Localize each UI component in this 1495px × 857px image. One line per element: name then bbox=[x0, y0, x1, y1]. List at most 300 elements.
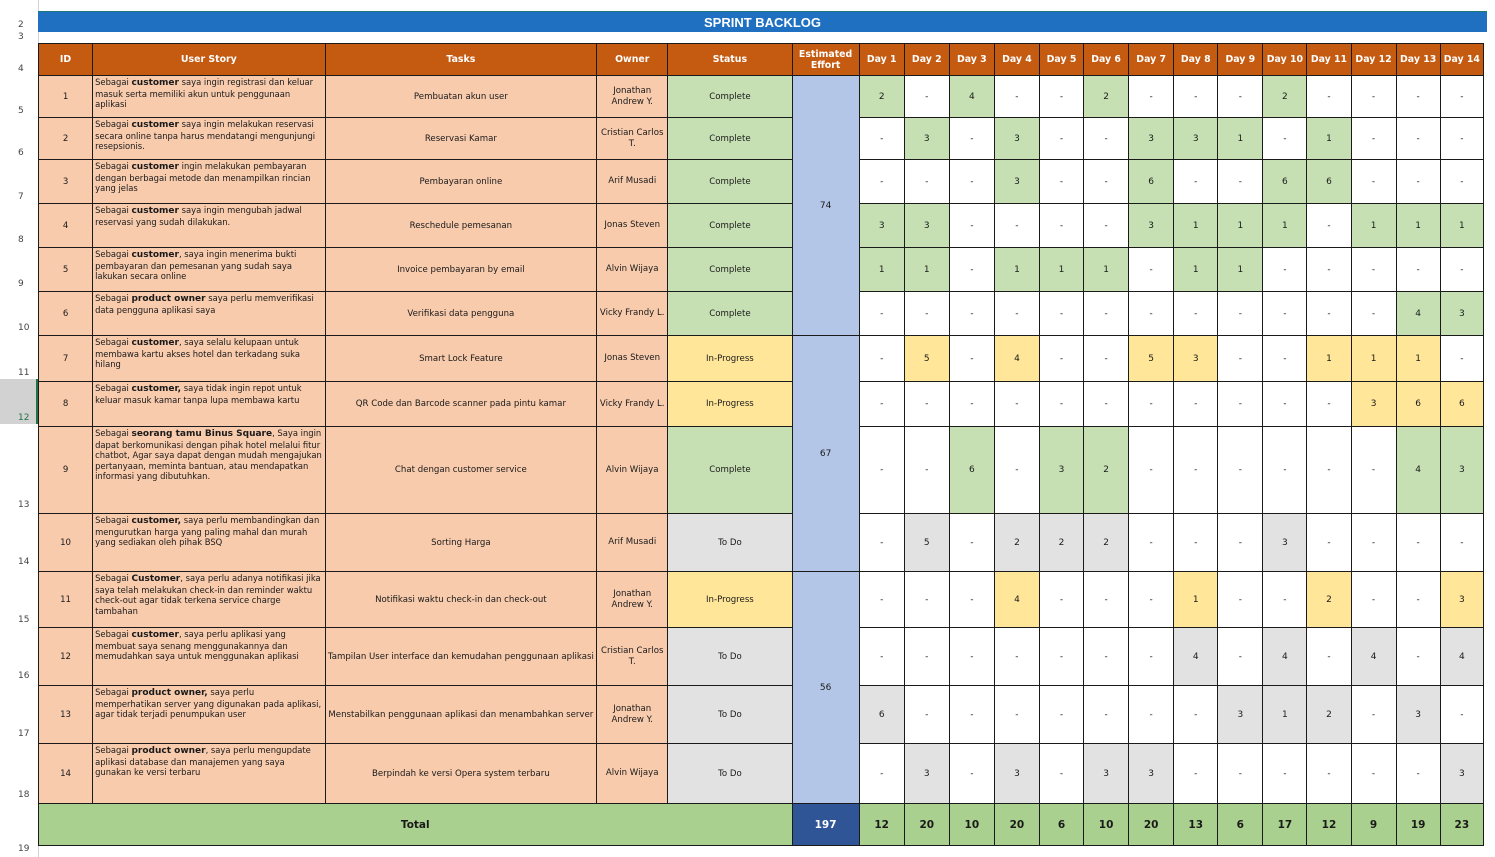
row-number[interactable]: 9 bbox=[18, 279, 24, 289]
day-cell[interactable]: - bbox=[859, 382, 904, 427]
row-number[interactable]: 11 bbox=[18, 368, 30, 378]
day-cell[interactable]: - bbox=[1174, 76, 1218, 118]
day-cell[interactable]: - bbox=[904, 628, 949, 686]
row-id[interactable]: 4 bbox=[39, 204, 93, 248]
day-cell[interactable]: - bbox=[859, 292, 904, 336]
day-cell[interactable]: 1 bbox=[1174, 572, 1218, 628]
day-cell[interactable]: - bbox=[1039, 686, 1083, 744]
day-cell[interactable]: 1 bbox=[1440, 204, 1483, 248]
day-cell[interactable]: - bbox=[1039, 744, 1083, 804]
estimated-effort-cell[interactable]: 67 bbox=[792, 336, 859, 572]
row-id[interactable]: 11 bbox=[39, 572, 93, 628]
day-cell[interactable]: - bbox=[1396, 628, 1440, 686]
day-cell[interactable]: - bbox=[994, 292, 1039, 336]
owner-cell[interactable]: Vicky Frandy L. bbox=[597, 382, 668, 427]
day-cell[interactable]: 4 bbox=[994, 572, 1039, 628]
day-cell[interactable]: 1 bbox=[1174, 204, 1218, 248]
day-cell[interactable]: - bbox=[1307, 427, 1351, 514]
day-cell[interactable]: 3 bbox=[1084, 744, 1129, 804]
row-number[interactable]: 14 bbox=[18, 557, 30, 567]
day-cell[interactable]: - bbox=[949, 382, 994, 427]
task-cell[interactable]: Invoice pembayaran by email bbox=[325, 248, 597, 292]
day-cell[interactable]: - bbox=[1396, 76, 1440, 118]
day-cell[interactable]: - bbox=[1039, 628, 1083, 686]
day-cell[interactable]: 5 bbox=[904, 514, 949, 572]
row-id[interactable]: 1 bbox=[39, 76, 93, 118]
user-story-cell[interactable] bbox=[93, 382, 325, 427]
day-cell[interactable]: - bbox=[1396, 572, 1440, 628]
day-cell[interactable]: - bbox=[994, 427, 1039, 514]
header-owner[interactable]: Owner bbox=[597, 44, 668, 76]
day-cell[interactable]: 1 bbox=[904, 248, 949, 292]
day-cell[interactable]: - bbox=[1129, 248, 1174, 292]
row-number[interactable]: 17 bbox=[18, 729, 30, 739]
day-cell[interactable]: - bbox=[1307, 514, 1351, 572]
day-cell[interactable]: - bbox=[1129, 382, 1174, 427]
day-cell[interactable]: - bbox=[1129, 628, 1174, 686]
day-cell[interactable]: - bbox=[1440, 514, 1483, 572]
row-number[interactable]: 5 bbox=[18, 106, 24, 116]
day-cell[interactable]: - bbox=[859, 744, 904, 804]
row-number[interactable]: 4 bbox=[18, 64, 24, 74]
day-cell[interactable]: 4 bbox=[1396, 292, 1440, 336]
total-day[interactable]: 13 bbox=[1174, 804, 1218, 846]
day-cell[interactable]: - bbox=[1263, 427, 1307, 514]
day-cell[interactable]: - bbox=[859, 336, 904, 382]
day-cell[interactable]: 3 bbox=[859, 204, 904, 248]
status-cell[interactable]: To Do bbox=[668, 686, 792, 744]
day-cell[interactable]: 1 bbox=[1351, 336, 1396, 382]
day-cell[interactable]: - bbox=[1218, 336, 1263, 382]
day-cell[interactable]: 6 bbox=[1307, 160, 1351, 204]
day-cell[interactable]: - bbox=[1263, 118, 1307, 160]
day-cell[interactable]: 3 bbox=[994, 118, 1039, 160]
day-cell[interactable]: - bbox=[1351, 118, 1396, 160]
header-day[interactable]: Day 4 bbox=[994, 44, 1039, 76]
status-cell[interactable]: In-Progress bbox=[668, 572, 792, 628]
day-cell[interactable]: - bbox=[1307, 382, 1351, 427]
day-cell[interactable]: 3 bbox=[1129, 204, 1174, 248]
day-cell[interactable]: - bbox=[1440, 160, 1483, 204]
day-cell[interactable]: 3 bbox=[1440, 572, 1483, 628]
task-cell[interactable]: Reschedule pemesanan bbox=[325, 204, 597, 248]
row-id[interactable]: 9 bbox=[39, 427, 93, 514]
total-day[interactable]: 19 bbox=[1396, 804, 1440, 846]
day-cell[interactable]: 3 bbox=[1218, 686, 1263, 744]
header-id[interactable]: ID bbox=[39, 44, 93, 76]
day-cell[interactable]: 1 bbox=[1307, 118, 1351, 160]
header-day[interactable]: Day 1 bbox=[859, 44, 904, 76]
status-cell[interactable]: To Do bbox=[668, 514, 792, 572]
row-number[interactable]: 8 bbox=[18, 235, 24, 245]
day-cell[interactable]: - bbox=[1129, 686, 1174, 744]
day-cell[interactable]: - bbox=[1351, 744, 1396, 804]
day-cell[interactable]: 1 bbox=[1307, 336, 1351, 382]
day-cell[interactable]: - bbox=[1084, 572, 1129, 628]
day-cell[interactable]: - bbox=[1307, 76, 1351, 118]
day-cell[interactable]: - bbox=[1218, 160, 1263, 204]
day-cell[interactable]: 4 bbox=[1263, 628, 1307, 686]
day-cell[interactable]: 6 bbox=[1440, 382, 1483, 427]
header-day[interactable]: Day 14 bbox=[1440, 44, 1483, 76]
day-cell[interactable]: 3 bbox=[1039, 427, 1083, 514]
day-cell[interactable]: - bbox=[904, 382, 949, 427]
header-day[interactable]: Day 6 bbox=[1084, 44, 1129, 76]
row-id[interactable]: 8 bbox=[39, 382, 93, 427]
day-cell[interactable]: - bbox=[1218, 292, 1263, 336]
day-cell[interactable]: - bbox=[1084, 686, 1129, 744]
day-cell[interactable]: 4 bbox=[1440, 628, 1483, 686]
day-cell[interactable]: - bbox=[1218, 514, 1263, 572]
day-cell[interactable]: 4 bbox=[994, 336, 1039, 382]
user-story-cell[interactable] bbox=[93, 160, 325, 204]
day-cell[interactable]: - bbox=[1039, 76, 1083, 118]
day-cell[interactable]: 1 bbox=[1263, 686, 1307, 744]
day-cell[interactable]: 1 bbox=[1084, 248, 1129, 292]
day-cell[interactable]: - bbox=[1351, 76, 1396, 118]
row-id[interactable]: 2 bbox=[39, 118, 93, 160]
day-cell[interactable]: - bbox=[1218, 628, 1263, 686]
task-cell[interactable]: Tampilan User interface dan kemudahan penggunaan aplikasi bbox=[325, 628, 597, 686]
header-day[interactable]: Day 7 bbox=[1129, 44, 1174, 76]
owner-cell[interactable]: Jonathan Andrew Y. bbox=[597, 572, 668, 628]
day-cell[interactable]: - bbox=[949, 514, 994, 572]
day-cell[interactable]: - bbox=[904, 160, 949, 204]
day-cell[interactable]: - bbox=[1129, 292, 1174, 336]
day-cell[interactable]: - bbox=[1307, 204, 1351, 248]
day-cell[interactable]: - bbox=[904, 292, 949, 336]
row-number[interactable]: 2 bbox=[18, 20, 24, 30]
day-cell[interactable]: - bbox=[1174, 160, 1218, 204]
day-cell[interactable]: 3 bbox=[1396, 686, 1440, 744]
status-cell[interactable]: Complete bbox=[668, 204, 792, 248]
day-cell[interactable]: - bbox=[904, 427, 949, 514]
day-cell[interactable]: - bbox=[1218, 382, 1263, 427]
status-cell[interactable]: Complete bbox=[668, 248, 792, 292]
day-cell[interactable]: 4 bbox=[1396, 427, 1440, 514]
day-cell[interactable]: - bbox=[1218, 427, 1263, 514]
row-number[interactable]: 15 bbox=[18, 615, 30, 625]
header-day[interactable]: Day 10 bbox=[1263, 44, 1307, 76]
day-cell[interactable]: - bbox=[994, 382, 1039, 427]
day-cell[interactable]: 1 bbox=[1174, 248, 1218, 292]
day-cell[interactable]: - bbox=[1039, 336, 1083, 382]
row-id[interactable]: 5 bbox=[39, 248, 93, 292]
day-cell[interactable]: - bbox=[859, 118, 904, 160]
day-cell[interactable]: - bbox=[1263, 744, 1307, 804]
day-cell[interactable]: - bbox=[1039, 204, 1083, 248]
total-day[interactable]: 12 bbox=[859, 804, 904, 846]
day-cell[interactable]: 5 bbox=[1129, 336, 1174, 382]
day-cell[interactable]: - bbox=[1351, 572, 1396, 628]
day-cell[interactable]: - bbox=[994, 628, 1039, 686]
row-number[interactable]: 6 bbox=[18, 148, 24, 158]
day-cell[interactable]: - bbox=[1129, 427, 1174, 514]
day-cell[interactable]: - bbox=[949, 118, 994, 160]
day-cell[interactable]: - bbox=[1039, 118, 1083, 160]
day-cell[interactable]: 1 bbox=[1263, 204, 1307, 248]
total-day[interactable]: 6 bbox=[1218, 804, 1263, 846]
day-cell[interactable]: - bbox=[1084, 118, 1129, 160]
day-cell[interactable]: - bbox=[904, 76, 949, 118]
task-cell[interactable]: Notifikasi waktu check-in dan check-out bbox=[325, 572, 597, 628]
header-day[interactable]: Day 5 bbox=[1039, 44, 1083, 76]
task-cell[interactable]: Pembuatan akun user bbox=[325, 76, 597, 118]
day-cell[interactable]: - bbox=[1440, 336, 1483, 382]
owner-cell[interactable]: Alvin Wijaya bbox=[597, 248, 668, 292]
owner-cell[interactable]: Vicky Frandy L. bbox=[597, 292, 668, 336]
day-cell[interactable]: 2 bbox=[1307, 686, 1351, 744]
user-story-cell[interactable] bbox=[93, 118, 325, 160]
day-cell[interactable]: 2 bbox=[1039, 514, 1083, 572]
day-cell[interactable]: - bbox=[1039, 572, 1083, 628]
day-cell[interactable]: 1 bbox=[859, 248, 904, 292]
day-cell[interactable]: 2 bbox=[1084, 514, 1129, 572]
day-cell[interactable]: - bbox=[1084, 628, 1129, 686]
day-cell[interactable]: - bbox=[1039, 292, 1083, 336]
day-cell[interactable]: - bbox=[1263, 382, 1307, 427]
day-cell[interactable]: - bbox=[1174, 382, 1218, 427]
header-day[interactable]: Day 11 bbox=[1307, 44, 1351, 76]
user-story-cell[interactable] bbox=[93, 628, 325, 686]
owner-cell[interactable]: Cristian Carlos T. bbox=[597, 628, 668, 686]
day-cell[interactable]: 1 bbox=[1351, 204, 1396, 248]
day-cell[interactable]: - bbox=[1440, 248, 1483, 292]
day-cell[interactable]: - bbox=[949, 572, 994, 628]
row-id[interactable]: 14 bbox=[39, 744, 93, 804]
total-day[interactable]: 6 bbox=[1039, 804, 1083, 846]
day-cell[interactable]: - bbox=[1218, 744, 1263, 804]
owner-cell[interactable]: Cristian Carlos T. bbox=[597, 118, 668, 160]
day-cell[interactable]: - bbox=[1440, 686, 1483, 744]
row-number[interactable]: 13 bbox=[18, 500, 30, 510]
day-cell[interactable]: - bbox=[1351, 427, 1396, 514]
task-cell[interactable]: QR Code dan Barcode scanner pada pintu kamar bbox=[325, 382, 597, 427]
day-cell[interactable]: 3 bbox=[1440, 744, 1483, 804]
day-cell[interactable]: - bbox=[1263, 336, 1307, 382]
day-cell[interactable]: - bbox=[859, 160, 904, 204]
day-cell[interactable]: - bbox=[949, 336, 994, 382]
estimated-effort-cell[interactable]: 56 bbox=[792, 572, 859, 804]
user-story-cell[interactable] bbox=[93, 744, 325, 804]
day-cell[interactable]: - bbox=[1174, 744, 1218, 804]
day-cell[interactable]: - bbox=[1307, 292, 1351, 336]
day-cell[interactable]: 3 bbox=[904, 204, 949, 248]
day-cell[interactable]: - bbox=[1351, 514, 1396, 572]
day-cell[interactable]: - bbox=[1307, 248, 1351, 292]
day-cell[interactable]: - bbox=[1218, 572, 1263, 628]
day-cell[interactable]: 3 bbox=[1440, 427, 1483, 514]
user-story-cell[interactable] bbox=[93, 204, 325, 248]
status-cell[interactable]: Complete bbox=[668, 76, 792, 118]
owner-cell[interactable]: Jonathan Andrew Y. bbox=[597, 686, 668, 744]
day-cell[interactable]: - bbox=[859, 628, 904, 686]
header-day[interactable]: Day 2 bbox=[904, 44, 949, 76]
day-cell[interactable]: 2 bbox=[1263, 76, 1307, 118]
owner-cell[interactable]: Alvin Wijaya bbox=[597, 744, 668, 804]
user-story-cell[interactable] bbox=[93, 427, 325, 514]
status-cell[interactable]: Complete bbox=[668, 118, 792, 160]
total-day[interactable]: 20 bbox=[994, 804, 1039, 846]
day-cell[interactable]: - bbox=[949, 248, 994, 292]
status-cell[interactable]: In-Progress bbox=[668, 336, 792, 382]
day-cell[interactable]: 2 bbox=[1084, 76, 1129, 118]
day-cell[interactable]: - bbox=[1174, 292, 1218, 336]
day-cell[interactable]: - bbox=[1129, 572, 1174, 628]
day-cell[interactable]: - bbox=[904, 572, 949, 628]
day-cell[interactable]: - bbox=[1396, 118, 1440, 160]
task-cell[interactable]: Verifikasi data pengguna bbox=[325, 292, 597, 336]
status-cell[interactable]: Complete bbox=[668, 160, 792, 204]
day-cell[interactable]: - bbox=[1263, 248, 1307, 292]
day-cell[interactable]: 3 bbox=[1440, 292, 1483, 336]
total-effort[interactable]: 197 bbox=[792, 804, 859, 846]
row-id[interactable]: 7 bbox=[39, 336, 93, 382]
day-cell[interactable]: - bbox=[1084, 382, 1129, 427]
day-cell[interactable]: - bbox=[949, 292, 994, 336]
day-cell[interactable]: - bbox=[1039, 382, 1083, 427]
total-day[interactable]: 20 bbox=[904, 804, 949, 846]
day-cell[interactable]: - bbox=[1174, 427, 1218, 514]
day-cell[interactable]: - bbox=[859, 514, 904, 572]
day-cell[interactable]: - bbox=[1174, 514, 1218, 572]
day-cell[interactable]: - bbox=[949, 628, 994, 686]
day-cell[interactable]: - bbox=[1440, 118, 1483, 160]
row-number[interactable]: 7 bbox=[18, 192, 24, 202]
row-id[interactable]: 12 bbox=[39, 628, 93, 686]
user-story-cell[interactable] bbox=[93, 248, 325, 292]
row-number[interactable]: 12 bbox=[0, 379, 38, 424]
total-label[interactable]: Total bbox=[39, 804, 793, 846]
day-cell[interactable]: 3 bbox=[994, 160, 1039, 204]
day-cell[interactable]: 1 bbox=[1396, 336, 1440, 382]
day-cell[interactable]: - bbox=[859, 572, 904, 628]
day-cell[interactable]: - bbox=[1129, 76, 1174, 118]
task-cell[interactable]: Menstabilkan penggunaan aplikasi dan menambahkan server bbox=[325, 686, 597, 744]
day-cell[interactable]: 3 bbox=[994, 744, 1039, 804]
day-cell[interactable]: 1 bbox=[1218, 204, 1263, 248]
day-cell[interactable]: 6 bbox=[859, 686, 904, 744]
total-day[interactable]: 9 bbox=[1351, 804, 1396, 846]
day-cell[interactable]: - bbox=[994, 76, 1039, 118]
user-story-cell[interactable] bbox=[93, 292, 325, 336]
day-cell[interactable]: - bbox=[1174, 686, 1218, 744]
header-day[interactable]: Day 8 bbox=[1174, 44, 1218, 76]
day-cell[interactable]: - bbox=[1440, 76, 1483, 118]
day-cell[interactable]: 6 bbox=[1263, 160, 1307, 204]
status-cell[interactable]: Complete bbox=[668, 427, 792, 514]
row-number[interactable]: 16 bbox=[18, 671, 30, 681]
day-cell[interactable]: - bbox=[949, 160, 994, 204]
user-story-cell[interactable] bbox=[93, 514, 325, 572]
header-day[interactable]: Day 3 bbox=[949, 44, 994, 76]
status-cell[interactable]: In-Progress bbox=[668, 382, 792, 427]
day-cell[interactable]: - bbox=[1351, 248, 1396, 292]
header-day[interactable]: Day 12 bbox=[1351, 44, 1396, 76]
day-cell[interactable]: - bbox=[1396, 160, 1440, 204]
day-cell[interactable]: - bbox=[1396, 744, 1440, 804]
total-day[interactable]: 10 bbox=[1084, 804, 1129, 846]
day-cell[interactable]: - bbox=[949, 686, 994, 744]
user-story-cell[interactable] bbox=[93, 572, 325, 628]
day-cell[interactable]: 2 bbox=[994, 514, 1039, 572]
task-cell[interactable]: Smart Lock Feature bbox=[325, 336, 597, 382]
row-id[interactable]: 3 bbox=[39, 160, 93, 204]
day-cell[interactable]: - bbox=[1351, 160, 1396, 204]
estimated-effort-cell[interactable]: 74 bbox=[792, 76, 859, 336]
day-cell[interactable]: - bbox=[1084, 336, 1129, 382]
day-cell[interactable]: - bbox=[1263, 292, 1307, 336]
day-cell[interactable]: - bbox=[1084, 204, 1129, 248]
day-cell[interactable]: 3 bbox=[1174, 118, 1218, 160]
day-cell[interactable]: 1 bbox=[1396, 204, 1440, 248]
day-cell[interactable]: - bbox=[994, 686, 1039, 744]
row-number[interactable]: 10 bbox=[18, 323, 30, 333]
total-day[interactable]: 17 bbox=[1263, 804, 1307, 846]
owner-cell[interactable]: Arif Musadi bbox=[597, 160, 668, 204]
day-cell[interactable]: - bbox=[1396, 514, 1440, 572]
day-cell[interactable]: - bbox=[1263, 572, 1307, 628]
row-number[interactable]: 3 bbox=[18, 32, 24, 42]
header-user-story[interactable]: User Story bbox=[93, 44, 325, 76]
row-id[interactable]: 13 bbox=[39, 686, 93, 744]
header-day[interactable]: Day 9 bbox=[1218, 44, 1263, 76]
row-id[interactable]: 6 bbox=[39, 292, 93, 336]
day-cell[interactable]: - bbox=[1351, 292, 1396, 336]
day-cell[interactable]: 6 bbox=[1129, 160, 1174, 204]
task-cell[interactable]: Chat dengan customer service bbox=[325, 427, 597, 514]
day-cell[interactable]: 3 bbox=[1129, 744, 1174, 804]
day-cell[interactable]: 6 bbox=[949, 427, 994, 514]
total-day[interactable]: 23 bbox=[1440, 804, 1483, 846]
owner-cell[interactable]: Alvin Wijaya bbox=[597, 427, 668, 514]
day-cell[interactable]: - bbox=[1307, 628, 1351, 686]
day-cell[interactable]: 3 bbox=[1263, 514, 1307, 572]
header-status[interactable]: Status bbox=[668, 44, 792, 76]
day-cell[interactable]: - bbox=[949, 744, 994, 804]
day-cell[interactable]: - bbox=[1351, 686, 1396, 744]
day-cell[interactable]: - bbox=[1307, 744, 1351, 804]
total-day[interactable]: 12 bbox=[1307, 804, 1351, 846]
owner-cell[interactable]: Jonas Steven bbox=[597, 204, 668, 248]
day-cell[interactable]: - bbox=[1039, 160, 1083, 204]
day-cell[interactable]: - bbox=[904, 686, 949, 744]
task-cell[interactable]: Berpindah ke versi Opera system terbaru bbox=[325, 744, 597, 804]
row-number[interactable]: 19 bbox=[18, 844, 30, 854]
day-cell[interactable]: 3 bbox=[1351, 382, 1396, 427]
day-cell[interactable]: - bbox=[859, 427, 904, 514]
day-cell[interactable]: 1 bbox=[1218, 248, 1263, 292]
day-cell[interactable]: 5 bbox=[904, 336, 949, 382]
owner-cell[interactable]: Jonathan Andrew Y. bbox=[597, 76, 668, 118]
day-cell[interactable]: 1 bbox=[1039, 248, 1083, 292]
total-day[interactable]: 20 bbox=[1129, 804, 1174, 846]
status-cell[interactable]: To Do bbox=[668, 744, 792, 804]
header-tasks[interactable]: Tasks bbox=[325, 44, 597, 76]
day-cell[interactable]: - bbox=[1084, 160, 1129, 204]
user-story-cell[interactable] bbox=[93, 76, 325, 118]
day-cell[interactable]: 3 bbox=[904, 744, 949, 804]
status-cell[interactable]: To Do bbox=[668, 628, 792, 686]
day-cell[interactable]: 6 bbox=[1396, 382, 1440, 427]
day-cell[interactable]: 3 bbox=[1174, 336, 1218, 382]
day-cell[interactable]: 3 bbox=[1129, 118, 1174, 160]
task-cell[interactable]: Reservasi Kamar bbox=[325, 118, 597, 160]
day-cell[interactable]: - bbox=[949, 204, 994, 248]
task-cell[interactable]: Sorting Harga bbox=[325, 514, 597, 572]
day-cell[interactable]: 1 bbox=[1218, 118, 1263, 160]
day-cell[interactable]: 4 bbox=[1174, 628, 1218, 686]
